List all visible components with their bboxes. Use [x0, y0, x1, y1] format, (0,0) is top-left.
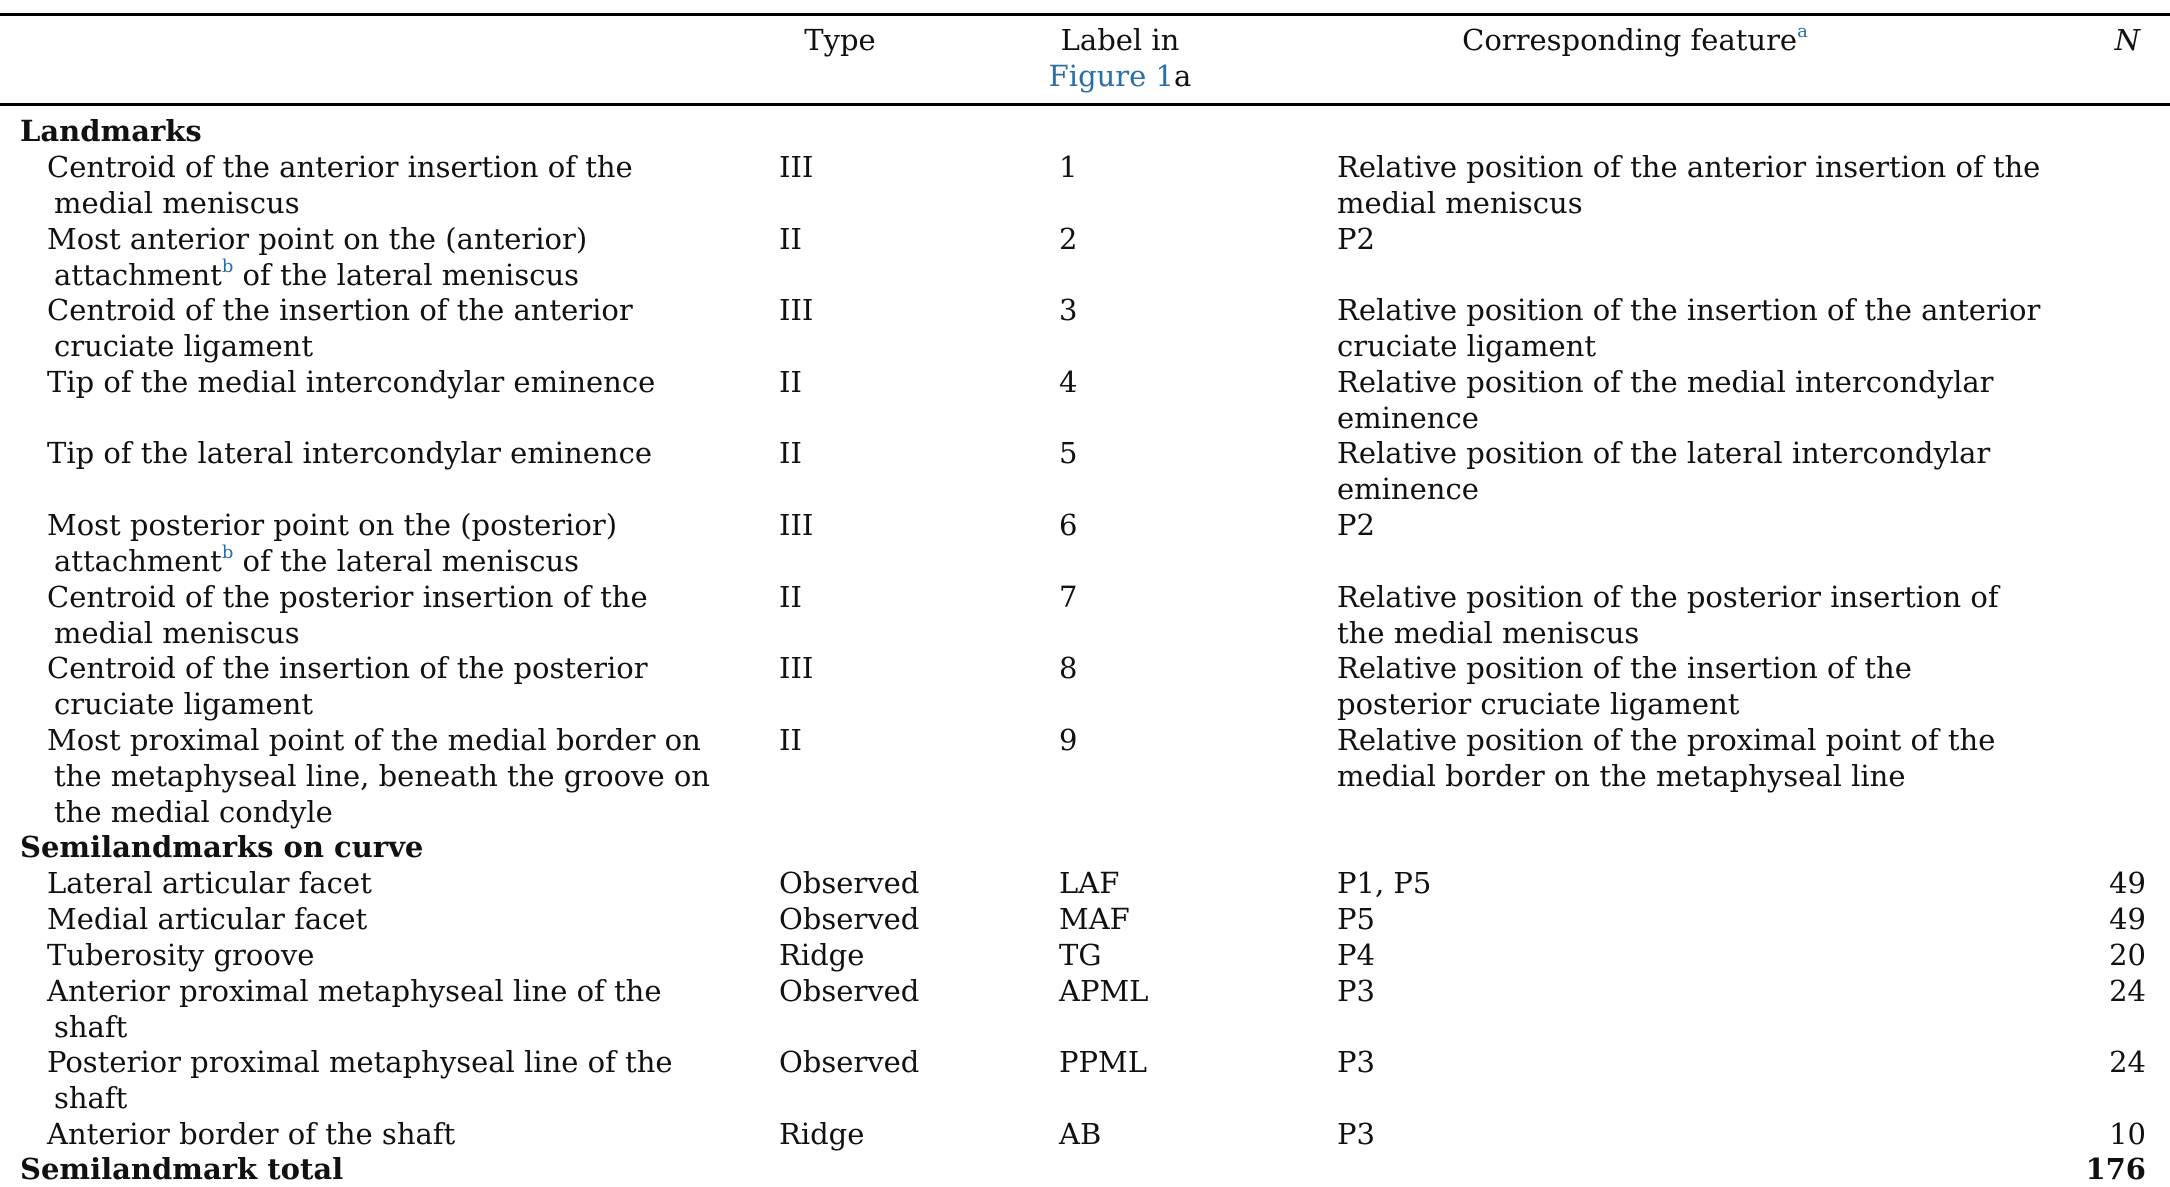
landmark-2-feature: P2 — [1337, 222, 1375, 256]
landmark-6-desc-line1: Most posterior point on the (posterior) — [47, 508, 618, 542]
semilandmark-2-feature: P5 — [1337, 902, 1375, 936]
landmark-5-feature-line1: Relative position of the lateral intercondylar — [1337, 436, 1991, 470]
semilandmark-5-label: PPML — [1059, 1045, 1147, 1079]
semilandmark-5-type: Observed — [779, 1045, 920, 1079]
semilandmark-4-label: APML — [1059, 974, 1149, 1008]
semilandmark-1-label: LAF — [1059, 866, 1120, 900]
semilandmark-4-n: 24 — [2109, 974, 2146, 1008]
semilandmark-5-desc-line1: Posterior proximal metaphyseal line of the — [47, 1045, 673, 1079]
semilandmark-6-label: AB — [1059, 1117, 1102, 1151]
landmark-1-desc-line2: medial meniscus — [54, 186, 300, 220]
semilandmark-2-n: 49 — [2109, 902, 2146, 936]
landmark-2-label: 2 — [1059, 222, 1078, 256]
header-feature-text: Corresponding feature — [1462, 23, 1798, 57]
landmark-8-desc — [47, 650, 648, 722]
footnote-b-link-2[interactable]: b — [221, 542, 234, 563]
landmark-9-type: II — [779, 723, 802, 757]
landmark-8-type: III — [779, 651, 814, 685]
semilandmark-6-n: 10 — [2109, 1117, 2146, 1151]
landmark-3-desc-line2: cruciate ligament — [54, 329, 314, 363]
landmark-3-feature-line1: Relative position of the insertion of the anterior — [1337, 293, 2041, 327]
landmark-4-feature-line2: eminence — [1337, 401, 1479, 435]
semilandmark-total-label: Semilandmark total — [20, 1152, 344, 1186]
semilandmark-3-desc: Tuberosity groove — [47, 938, 315, 972]
landmark-2-desc-line2 — [47, 257, 587, 293]
landmark-1-feature — [1337, 149, 2040, 221]
semilandmark-2-label: MAF — [1059, 902, 1130, 936]
landmark-1-feature-line1: Relative position of the anterior insertion of the — [1337, 150, 2041, 184]
semilandmark-5-feature: P3 — [1337, 1045, 1375, 1079]
landmark-3-feature-line2: cruciate ligament — [1337, 329, 1597, 363]
semilandmark-4-desc — [47, 973, 661, 1045]
landmark-8-desc-line2: cruciate ligament — [54, 687, 314, 721]
landmark-9-desc — [47, 722, 710, 830]
landmark-3-type: III — [779, 293, 814, 327]
header-label-suffix: a — [1174, 59, 1192, 93]
header-label-line1: Label in — [1060, 23, 1180, 57]
landmark-7-type: II — [779, 580, 802, 614]
landmark-9-desc-line1: Most proximal point of the medial border on — [47, 723, 701, 757]
landmark-9-feature-line2: medial border on the metaphyseal line — [1337, 759, 1906, 793]
landmark-1-label: 1 — [1059, 150, 1078, 184]
section-semilandmarks: Semilandmarks on curve — [20, 830, 424, 864]
landmark-8-feature — [1337, 650, 1912, 722]
semilandmark-5-n: 24 — [2109, 1045, 2146, 1079]
semilandmark-2-desc: Medial articular facet — [47, 902, 368, 936]
landmark-5-feature-line2: eminence — [1337, 472, 1479, 506]
landmark-5-desc: Tip of the lateral intercondylar eminence — [47, 436, 653, 470]
semilandmark-4-feature: P3 — [1337, 974, 1375, 1008]
header-label-line2 — [1040, 58, 1200, 94]
landmark-8-feature-line2: posterior cruciate ligament — [1337, 687, 1740, 721]
landmark-4-label: 4 — [1059, 365, 1078, 399]
landmark-6-type: III — [779, 508, 814, 542]
landmark-7-feature-line1: Relative position of the posterior insertion of — [1337, 580, 1999, 614]
semilandmark-6-desc: Anterior border of the shaft — [47, 1117, 456, 1151]
semilandmark-4-desc-line2: shaft — [54, 1010, 128, 1044]
landmark-2-type: II — [779, 222, 802, 256]
semilandmark-5-desc-line2: shaft — [54, 1081, 128, 1115]
landmark-4-feature — [1337, 364, 1994, 436]
landmark-2-desc-line1: Most anterior point on the (anterior) — [47, 222, 588, 256]
landmark-2-desc — [47, 221, 587, 293]
landmark-1-feature-line2: medial meniscus — [1337, 186, 1583, 220]
landmark-2-desc-tail: of the lateral meniscus — [233, 258, 580, 292]
semilandmark-4-desc-line1: Anterior proximal metaphyseal line of the — [47, 974, 662, 1008]
landmark-3-label: 3 — [1059, 293, 1078, 327]
landmark-4-desc: Tip of the medial intercondylar eminence — [47, 365, 656, 399]
semilandmark-6-type: Ridge — [779, 1117, 865, 1151]
landmark-7-desc-line2: medial meniscus — [54, 616, 300, 650]
semilandmark-3-type: Ridge — [779, 938, 865, 972]
semilandmark-1-n: 49 — [2109, 866, 2146, 900]
semilandmark-5-desc — [47, 1044, 673, 1116]
semilandmark-3-n: 20 — [2109, 938, 2146, 972]
semilandmark-3-label: TG — [1059, 938, 1102, 972]
landmark-3-desc-line1: Centroid of the insertion of the anterior — [47, 293, 633, 327]
semilandmark-2-type: Observed — [779, 902, 920, 936]
landmark-8-desc-line1: Centroid of the insertion of the posterior — [47, 651, 648, 685]
landmark-9-label: 9 — [1059, 723, 1078, 757]
landmark-7-desc — [47, 579, 648, 651]
landmark-2-desc-attachment: attachment — [54, 258, 222, 292]
semilandmark-1-desc: Lateral articular facet — [47, 866, 372, 900]
landmark-7-label: 7 — [1059, 580, 1078, 614]
landmark-3-desc — [47, 292, 633, 364]
semilandmark-3-feature: P4 — [1337, 938, 1375, 972]
landmark-1-desc-line1: Centroid of the anterior insertion of the — [47, 150, 633, 184]
landmark-6-label: 6 — [1059, 508, 1078, 542]
landmark-1-desc — [47, 149, 633, 221]
footnote-a-link[interactable]: a — [1797, 21, 1808, 42]
landmark-5-feature — [1337, 435, 1990, 507]
header-feature — [1400, 22, 1870, 58]
landmark-9-feature-line1: Relative position of the proximal point of the — [1337, 723, 1996, 757]
section-landmarks: Landmarks — [20, 114, 202, 148]
footnote-b-link[interactable]: b — [221, 256, 234, 277]
landmark-6-desc-attachment: attachment — [54, 544, 222, 578]
top-rule — [0, 13, 2170, 16]
landmark-5-label: 5 — [1059, 436, 1078, 470]
landmark-6-desc-tail: of the lateral meniscus — [233, 544, 580, 578]
landmark-8-feature-line1: Relative position of the insertion of the — [1337, 651, 1912, 685]
landmark-7-feature — [1337, 579, 1999, 651]
landmark-6-desc — [47, 507, 617, 579]
semilandmark-4-type: Observed — [779, 974, 920, 1008]
header-n: N — [2114, 23, 2140, 57]
landmark-9-feature — [1337, 722, 1995, 794]
semilandmark-6-feature: P3 — [1337, 1117, 1375, 1151]
landmark-9-desc-line3: the medial condyle — [54, 795, 333, 829]
landmark-4-feature-line1: Relative position of the medial intercondylar — [1337, 365, 1994, 399]
header-rule — [0, 103, 2170, 106]
figure-link[interactable]: Figure 1 — [1048, 59, 1175, 93]
landmark-6-desc-line2 — [47, 543, 617, 579]
landmark-9-desc-line2: the metaphyseal line, beneath the groove on — [54, 759, 710, 793]
landmark-6-feature: P2 — [1337, 508, 1375, 542]
landmark-5-type: II — [779, 436, 802, 470]
header-label — [1040, 22, 1200, 94]
semilandmark-1-feature: P1, P5 — [1337, 866, 1432, 900]
header-type: Type — [804, 23, 876, 57]
landmark-8-label: 8 — [1059, 651, 1078, 685]
semilandmark-1-type: Observed — [779, 866, 920, 900]
semilandmark-total-n: 176 — [2085, 1152, 2146, 1186]
landmark-7-desc-line1: Centroid of the posterior insertion of the — [47, 580, 648, 614]
landmark-4-type: II — [779, 365, 802, 399]
landmark-3-feature — [1337, 292, 2040, 364]
landmark-1-type: III — [779, 150, 814, 184]
landmark-7-feature-line2: the medial meniscus — [1337, 616, 1640, 650]
